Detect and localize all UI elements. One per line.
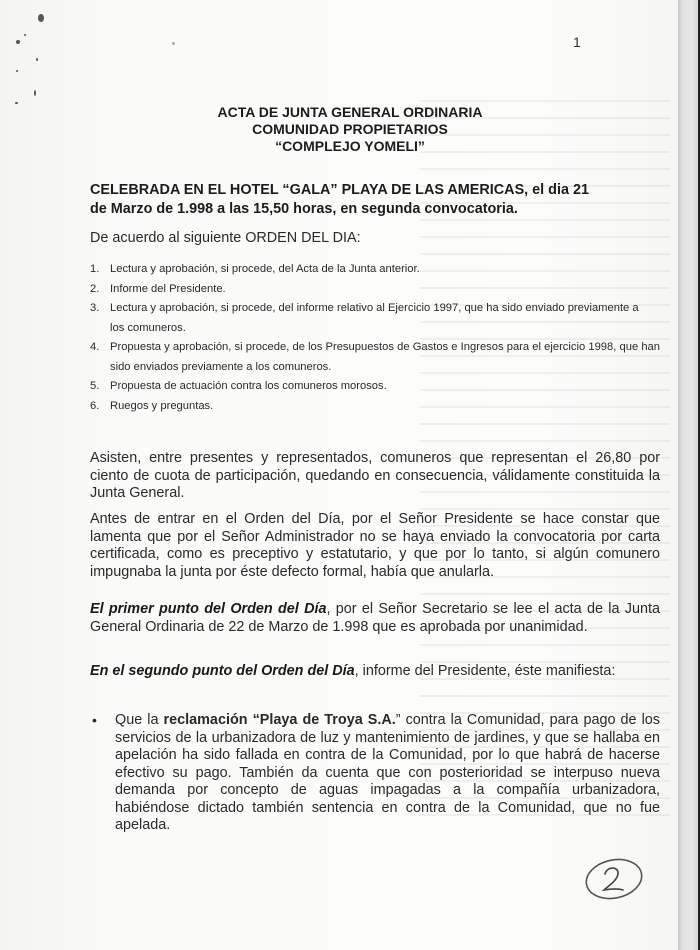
bullet-text-pre: Que la [115,712,164,728]
scan-speck [15,102,18,104]
agenda-item-text: Propuesta de actuación contra los comuneros morosos. [110,380,387,392]
preliminary-remark-paragraph: Antes de entrar en el Orden del Día, por el Señor Presidente se hace constar que lamenta que por el Señor Administrador no se haya enviado la convocatoria por carta certificada, como es preceptivo y estatutario, y que por lo tanto, si algún comunero impugnaba la junta por éste defecto formal, había que anularla. [90,511,660,580]
handwritten-digit [604,868,623,890]
handwritten-page-mark [583,856,645,902]
agenda-item-text: Informe del Presidente. [110,282,226,295]
second-point-paragraph [90,663,660,681]
title-line-3: “COMPLEJO YOMELI” [275,138,425,154]
agenda-item-number: 2. [90,282,100,295]
agenda-item-number: 6. [90,399,100,412]
agenda-item-text: Ruegos y preguntas. [110,399,214,412]
scan-speck [16,40,20,44]
document-title [120,104,580,155]
president-report-list [90,712,660,835]
title-line-1: ACTA DE JUNTA GENERAL ORDINARIA [217,104,483,120]
second-point-text: , informe del Presidente, éste manifiesta: [354,663,616,679]
first-point-paragraph [90,601,660,636]
first-point-lead: El primer punto del Orden del Día [90,601,327,617]
meeting-details [90,181,665,219]
agenda-item-text: Lectura y aprobación, si procede, del Acta de la Junta anterior. [110,263,420,275]
agenda-item [90,299,660,338]
first-point-text: , por el Señor Secretario se lee el acta de la Junta General Ordinaria de 22 de Marzo de 1.998 que es aprobada por unanimidad. [90,601,660,635]
bullet-text-post: ” contra la Comunidad, para pago de los servicios de la urbanizadora de luz y mantenimiento de jardines, y que se hallaba en apelación ha sido fallada en contra de la Comunidad, por lo que habrá de hacerse efectivo su pago. También da cuenta que con posterioridad se interpuso nueva demanda por concepto de aguas impagadas a la compañía urbanizadora, habiéndose dictado también sentencia en contra de la Comunidad, que no fue apelada. [115,712,660,833]
agenda-item [90,280,660,300]
scan-speck [38,14,44,22]
agenda-item-number: 5. [90,380,100,392]
agenda-item-number: 4. [90,341,100,353]
bullet-text-bold: reclamación “Playa de Troya S.A. [163,712,396,728]
scan-speck [16,70,18,72]
agenda-list [90,260,660,416]
handwritten-circle [583,856,645,902]
agenda-item [90,377,660,397]
bullet-icon: • [92,712,97,728]
agenda-item [90,338,660,377]
scan-speck [34,90,36,96]
report-bullet-item [90,712,660,835]
scan-speck [24,34,26,36]
agenda-intro: De acuerdo al siguiente ORDEN DEL DIA: [90,230,361,246]
second-point-lead: En el segundo punto del Orden del Día [90,663,355,679]
meeting-details-line-1: CELEBRADA EN EL HOTEL “GALA” PLAYA DE LAS AMERICAS, el dia 21 [90,182,589,198]
agenda-item-text: Lectura y aprobación, si procede, del informe relativo al Ejercicio 1997, que ha sido enviado previamente a los comuneros. [110,302,639,334]
agenda-item [90,260,660,280]
title-line-2: COMUNIDAD PROPIETARIOS [252,121,448,137]
agenda-item-number: 3. [90,302,100,314]
agenda-item-text: Propuesta y aprobación, si procede, de los Presupuestos de Gastos e Ingresos para el ejercicio 1998, que han sido enviados previamente a los comuneros. [110,341,660,373]
scan-speck [172,42,175,45]
agenda-item-number: 1. [90,263,100,275]
meeting-details-line-2: de Marzo de 1.998 a las 15,50 horas, en segunda convocatoria. [90,201,518,217]
scan-speck [36,58,38,61]
attendance-paragraph: Asisten, entre presentes y representados, comuneros que representan el 26,80 por ciento de cuota de participación, quedando en consecuencia, válidamente constituida la Junta General. [90,450,660,501]
scan-edge-strip [678,0,698,950]
agenda-item [90,397,660,417]
page-number: 1 [573,34,581,50]
